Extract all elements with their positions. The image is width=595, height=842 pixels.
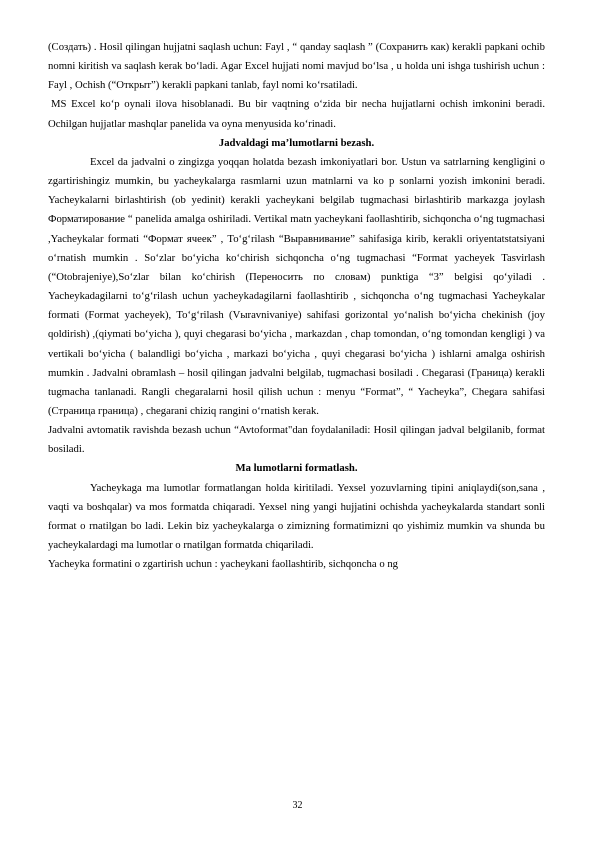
body-paragraph: Jadvalni avtomatik ravishda bezash uchun “Avtoformat"dan foydalaniladi: Hosil qilingan jadval belgilanib, format bosiladi. <box>48 424 545 456</box>
document-body <box>48 38 545 574</box>
body-paragraph: Excel da jadvalni o zingizga yoqqan holatda bezash imkoniyatlari bor. Ustun va satrlarning kengligini o zgartirishingiz mumkin, bu yacheykalarga rasmlarni uzun matnlarni va ko p sonlarni yozish imkonini beradi. Yacheykalarni birlashtirish (ob yedinit) kerakli yacheykani belgilab tugmachasi birlashtirib markazga joylash Форматирование “ panelida amalga oshiriladi. Vertikal matn yacheykani faollashtirib, sichqoncha o‘ng tugmachasi ,Yacheykalar formati “Формат ячеек” , To‘g‘rilash “Выравнивание” sahifasiga kirib, kerakli oriyentatstatsiyani o‘rnatish mumkin . So‘zlar bo‘yicha ko‘chirish sichqoncha o‘ng tugmachasi “Format yacheyek Tasvirlash (“Otobrajeniye),So‘zlar bilan ko‘chirish (Переносить по словам) punktiga “3” belgisi qo‘yiladi . Yacheykadagilarni to‘g‘rilash uchun yacheykadagilarni faollashtirib , sichqoncha o‘ng tugmachasi Yacheykalar formati (Format yacheyek), To‘g‘rilash (Vыravnivaniye) sahifasi gorizontal yo‘nalish bo‘yicha chekinish (joy qoldirish) ,(qiymati bo‘yicha ), quyi chegarasi bo‘yicha , markazdan , chap tomondan, o‘ng tomondan kengligi ) va vertikali bo‘yicha ( balandligi bo‘yicha , markazi bo‘yicha , quyi chegarasi bo‘yicha ) ishlarni amalga oshirish mumkin . Jadvalni obramlash – hosil qilingan jadvalni belgilab, tugmachasi bosiladi . Chegarasi (Граница) kerakli tugmacha tanlanadi. Rangli chegaralarni hosil qilish uchun : menyu “Format”, “ Yacheyka”, Chegara sahifasi (Страница граница) , chegarani chiziq rangini o‘rnatish kerak. <box>48 155 545 417</box>
section-heading: Jadvaldagi ma’lumotlarni bezash. <box>218 136 375 149</box>
page-number: 32 <box>292 800 303 811</box>
body-paragraph: MS Excel ko‘p oynali ilova hisoblanadi. Bu bir vaqtning o‘zida bir necha hujjatlarni ochish imkonini beradi. Ochilgan hujjatlar mashqlar panelida va oyna menyusida ko‘rinadi. <box>48 98 545 130</box>
section-heading: Ma lumotlarni formatlash. <box>235 462 358 475</box>
body-paragraph: (Создать) . Hosil qilingan hujjatni saqlash uchun: Fayl , “ qanday saqlash ” (Сохранить как) kerakli papkani ochib nomni kiritish va saqlash kerak bo‘ladi. Agar Excel hujjati nomi mavjud bo‘lsa , u holda uni ishga tushirish uchun : Fayl , Ochish (“Открыт”) kerakli papkani tanlab, fayl nomi ko‘rsatiladi. <box>48 41 545 92</box>
body-paragraph: Yacheykaga ma lumotlar formatlangan holda kiritiladi. Yexsel yozuvlarning tipini aniqlaydi(son,sana , vaqti va boshqalar) va mos formatda chiqaradi. Yexsel ning yangi hujjatini ochishda yacheykalarda standart sonli format o rnatilgan bo ladi. Lekin biz yacheykalarga o zimizning formatimizni qo yishimiz mumkin va shunda bu yacheykalardagi ma lumotlar o rnatilgan formatda chiqariladi. <box>48 481 545 552</box>
body-paragraph: Yacheyka formatini o zgartirish uchun : yacheykani faollashtirib, sichqoncha o ng <box>48 558 399 571</box>
